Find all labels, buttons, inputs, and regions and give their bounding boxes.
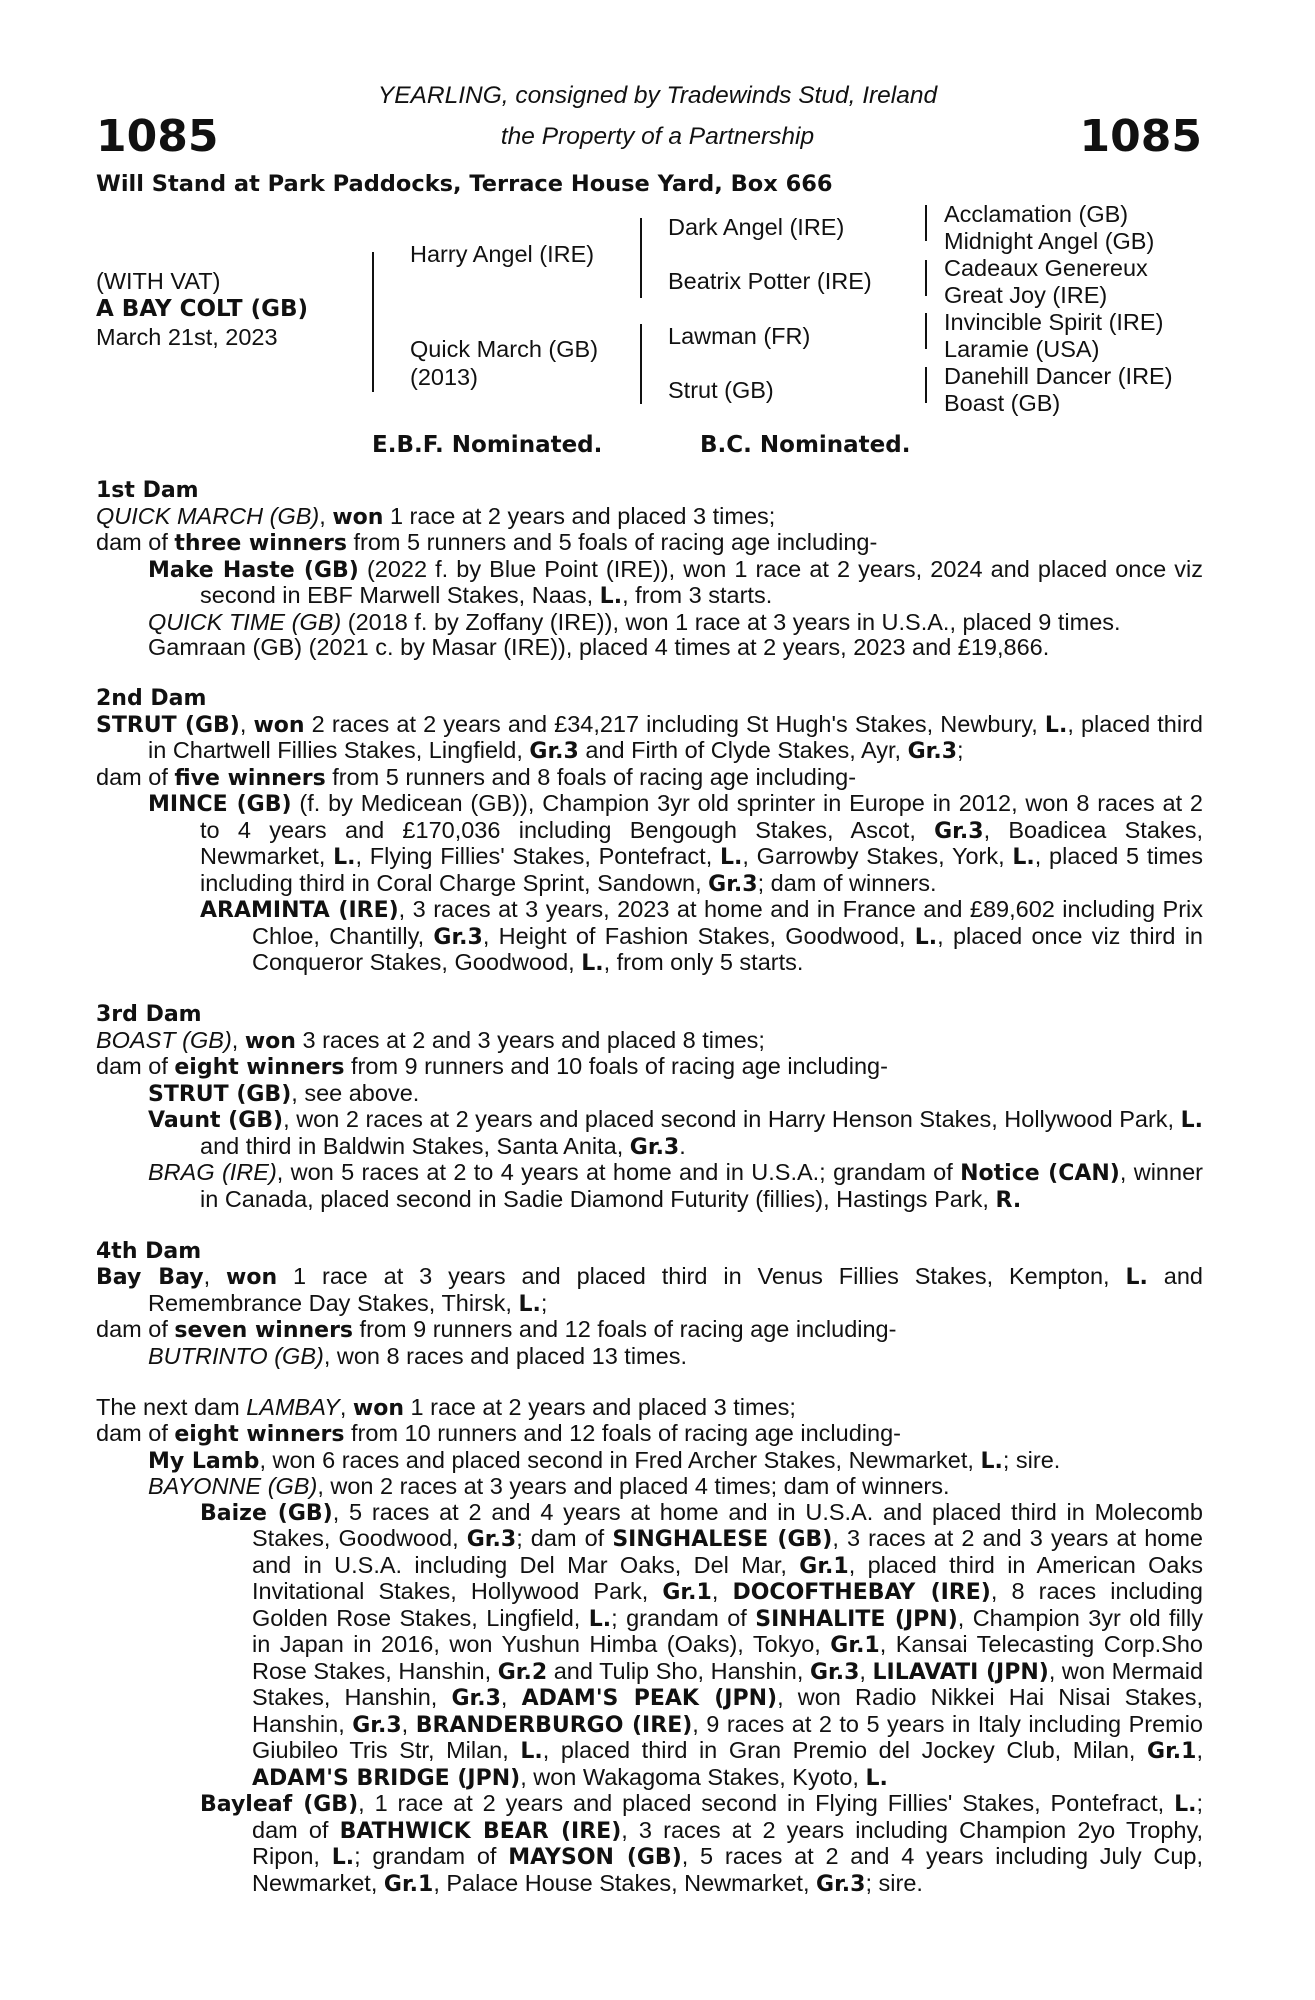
bold-text: Bayleaf (GB) <box>200 1792 359 1817</box>
bold-text: Gr.3 <box>708 871 758 897</box>
bold-text: BATHWICK BEAR (IRE) <box>339 1818 622 1844</box>
pedigree-entry <box>96 712 1203 765</box>
entry-text: dam of <box>96 763 175 790</box>
entry-text: , won 8 races and placed 13 times. <box>323 1342 687 1369</box>
entry-text: , won 6 races and placed second in Fred Archer Stakes, Newmarket, <box>259 1446 981 1473</box>
bold-text: won <box>352 1395 404 1421</box>
entry-text: ; sire. <box>1002 1446 1061 1473</box>
entry-text: , 3 races at 3 years, 2023 at home and in France and £89,602 including Prix Chloe, Chantilly, <box>252 896 1203 949</box>
entry-text: , from 3 starts. <box>622 582 773 608</box>
pedigree-entry <box>96 1395 1203 1422</box>
bold-text: Gr.1 <box>1147 1739 1197 1764</box>
pedigree-sire-sire: Dark Angel (IRE) <box>668 214 845 240</box>
entry-text: 1 race at 3 years and placed third in Venus Fillies Stakes, Kempton, <box>277 1263 1126 1289</box>
foaling-date: March 21st, 2023 <box>96 324 278 350</box>
entry-text: ; dam of <box>252 1790 1203 1843</box>
pedigree-sire-dam: Beatrix Potter (IRE) <box>668 268 872 294</box>
bold-text: five winners <box>174 765 326 791</box>
entry-text: , won Mermaid Stakes, Hanshin, <box>252 1657 1204 1710</box>
pedigree-entry <box>96 1448 1203 1475</box>
dam-section <box>96 1002 1203 1213</box>
bold-text: Bay Bay <box>96 1265 204 1290</box>
entry-text: , won 2 races at 2 years and placed second in Harry Henson Stakes, Hollywood Park, <box>283 1106 1181 1132</box>
pedigree-entry <box>96 1500 1203 1792</box>
pedigree-entry <box>96 530 1203 557</box>
dam-section <box>96 686 1203 977</box>
italic-text: QUICK TIME (GB) <box>148 608 342 635</box>
entry-text: , <box>859 1657 873 1684</box>
bold-text: L. <box>1174 1792 1197 1817</box>
entry-text: , see above. <box>291 1079 420 1106</box>
pedigree-g3-7: Danehill Dancer (IRE) <box>944 363 1173 389</box>
bold-text: won <box>332 504 384 530</box>
entry-text: , <box>711 1578 733 1604</box>
bold-text: ARAMINTA (IRE) <box>200 898 399 923</box>
entry-text: Gamraan (GB) (2021 c. by Masar (IRE)), placed 4 times at 2 years, 2023 and £19,866. <box>148 634 1050 660</box>
bold-text: R. <box>995 1187 1022 1213</box>
pedigree-entry <box>96 635 1203 661</box>
italic-text: QUICK MARCH (GB) <box>96 502 320 529</box>
entry-text: , 8 races including Golden Rose Stakes, Lingfield, <box>252 1578 1203 1631</box>
bold-text: My Lamb <box>148 1448 260 1474</box>
entry-text: , 5 races at 2 and 4 years at home and in U.S.A. and placed third in Molecomb Stakes, Goodwood, <box>252 1498 1204 1551</box>
bold-text: Gr.3 <box>529 739 579 764</box>
bold-text: Gr.3 <box>629 1134 680 1160</box>
bold-text: Baize (GB) <box>200 1500 333 1526</box>
bold-text: L. <box>1180 1108 1204 1133</box>
entry-text: from 5 runners and 8 foals of racing age including- <box>325 763 857 790</box>
dam-heading: 4th Dam <box>96 1238 202 1264</box>
produce-record <box>96 478 1203 1897</box>
entry-text: , placed third in Chartwell Fillies Stakes, Lingfield, <box>148 710 1203 763</box>
bold-text: won <box>253 712 305 738</box>
pedigree-g3-3: Cadeaux Genereux <box>944 255 1148 281</box>
entry-text: , <box>1196 1737 1203 1763</box>
bold-text: STRUT (GB) <box>96 712 240 738</box>
bold-text: L. <box>865 1765 888 1791</box>
pedigree-dam: Quick March (GB) <box>410 336 599 362</box>
entry-text: ; dam of <box>516 1525 613 1551</box>
entry-text: , <box>239 710 254 737</box>
bold-text: L. <box>980 1448 1003 1474</box>
lot-number-left: 1085 <box>96 111 219 162</box>
bold-text: MAYSON (GB) <box>508 1845 682 1870</box>
italic-text: BOAST (GB) <box>96 1026 232 1053</box>
pedigree-g3-8: Boast (GB) <box>944 390 1061 416</box>
pedigree-g3-5: Invincible Spirit (IRE) <box>944 309 1164 335</box>
pedigree-entry <box>96 897 1203 977</box>
bold-text: Gr.3 <box>352 1712 402 1738</box>
bold-text: Gr.1 <box>830 1633 880 1658</box>
pedigree-entry <box>96 1107 1203 1160</box>
pedigree-entry <box>96 1264 1203 1317</box>
bold-text: Gr.3 <box>934 818 984 844</box>
dam-section <box>96 1395 1203 1898</box>
pedigree-entry <box>96 1081 1203 1108</box>
bold-text: L. <box>720 845 743 870</box>
bold-text: won <box>226 1265 278 1290</box>
bold-text: Make Haste (GB) <box>148 557 359 583</box>
consignor-line: YEARLING, consigned by Tradewinds Stud, Ireland <box>377 82 938 109</box>
entry-text: , from only 5 starts. <box>603 949 804 975</box>
entry-text: , Palace House Stakes, Newmarket, <box>433 1869 817 1896</box>
bold-text: three winners <box>174 531 347 556</box>
bold-text: Gr.3 <box>451 1686 501 1711</box>
bold-text: SINHALITE (JPN) <box>755 1606 958 1632</box>
pedigree-brace-main <box>372 252 374 392</box>
bold-text: MINCE (GB) <box>148 792 292 817</box>
ebf-nomination: E.B.F. Nominated. <box>372 432 603 458</box>
pedigree-dam-sire: Lawman (FR) <box>668 323 811 349</box>
italic-text: BAYONNE (GB) <box>148 1473 318 1499</box>
entry-text: ; grandam of <box>354 1843 509 1869</box>
entry-text: and Remembrance Day Stakes, Thirsk, <box>148 1263 1204 1316</box>
pedigree-brace-g1 <box>925 205 927 241</box>
bold-text: L. <box>1125 1265 1148 1290</box>
bold-text: L. <box>1012 845 1035 870</box>
bold-text: L. <box>333 845 356 870</box>
italic-text: BRAG (IRE) <box>148 1159 277 1185</box>
entry-text: ; sire. <box>865 1869 923 1896</box>
bold-text: seven winners <box>174 1318 354 1343</box>
entry-text: ; <box>540 1289 548 1316</box>
bold-text: DOCOFTHEBAY (IRE) <box>732 1580 991 1605</box>
bold-text: Vaunt (GB) <box>148 1108 284 1133</box>
bc-nomination: B.C. Nominated. <box>700 432 911 458</box>
bold-text: Notice (CAN) <box>960 1161 1120 1186</box>
entry-text: , <box>319 502 333 529</box>
bold-text: ADAM'S PEAK (JPN) <box>521 1686 778 1711</box>
entry-text: and third in Baldwin Stakes, Santa Anita, <box>200 1132 630 1159</box>
pedigree-brace-g2 <box>925 260 927 296</box>
bold-text: Gr.3 <box>809 1659 860 1685</box>
pedigree-entry <box>96 504 1203 531</box>
entry-text: , 3 races at 2 and 3 years at home and in U.S.A. including Del Mar Oaks, Del Mar, <box>252 1525 1203 1578</box>
entry-text: and Firth of Clyde Stakes, Ayr, <box>578 737 908 763</box>
pedigree-g3-2: Midnight Angel (GB) <box>944 228 1155 254</box>
pedigree-dam-year: (2013) <box>410 364 478 390</box>
bold-text: L. <box>520 1739 543 1764</box>
pedigree-entry <box>96 1421 1203 1448</box>
pedigree-entry <box>96 1160 1203 1213</box>
entry-text: (f. by Medicean (GB)), Champion 3yr old sprinter in Europe in 2012, won 8 races at 2 to 4 years and £170,036 including Bengough Stakes, Ascot, <box>200 790 1204 843</box>
bold-text: BRANDERBURGO (IRE) <box>415 1712 693 1738</box>
bold-text: ADAM'S BRIDGE (JPN) <box>252 1765 521 1791</box>
dam-heading: 1st Dam <box>96 478 199 503</box>
entry-text: from 10 runners and 12 foals of racing age including- <box>344 1420 901 1446</box>
entry-text: , 9 races at 2 to 5 years in Italy including Premio Giubileo Tris Str, Milan, <box>252 1710 1203 1763</box>
entry-text: (2018 f. by Zoffany (IRE)), won 1 race at 3 years in U.S.A., placed 9 times. <box>341 608 1121 635</box>
pedigree-entry <box>96 557 1203 610</box>
horse-name: A BAY COLT (GB) <box>96 296 309 322</box>
entry-text: and Tulip Sho, Hanshin, <box>547 1657 810 1684</box>
entry-text: ; dam of winners. <box>757 869 937 896</box>
entry-text: dam of <box>96 1316 175 1342</box>
bold-text: LILAVATI (JPN) <box>872 1659 1049 1685</box>
entry-text: , won 2 races at 3 years and placed 4 times; dam of winners. <box>317 1473 950 1499</box>
entry-text: dam of <box>96 1420 175 1446</box>
pedigree-entry <box>96 765 1203 792</box>
bold-text: L. <box>914 924 938 950</box>
pedigree-entry <box>96 1791 1203 1897</box>
bold-text: L. <box>1044 712 1068 738</box>
bold-text: SINGHALESE (GB) <box>612 1527 833 1552</box>
bold-text: Gr.3 <box>466 1527 517 1552</box>
dam-section <box>96 478 1203 661</box>
entry-text: from 5 runners and 5 foals of racing age including- <box>346 529 878 555</box>
pedigree-g3-6: Laramie (USA) <box>944 336 1100 362</box>
entry-text: , <box>500 1684 522 1710</box>
bold-text: L. <box>588 1606 612 1632</box>
pedigree-brace-sire <box>640 218 642 298</box>
vat-note: (WITH VAT) <box>96 268 221 294</box>
bold-text: Gr.1 <box>383 1871 434 1897</box>
entry-text: , 1 race at 2 years and placed second in Flying Fillies' Stakes, Pontefract, <box>358 1790 1175 1816</box>
entry-text: The next dam <box>96 1393 247 1420</box>
italic-text: BUTRINTO (GB) <box>148 1342 324 1369</box>
entry-text: dam of <box>96 529 175 555</box>
bold-text: Gr.3 <box>907 739 957 764</box>
bold-text: L. <box>599 584 623 609</box>
dam-section <box>96 1239 1203 1370</box>
entry-text: , placed 5 times including third in Coral Charge Sprint, Sandown, <box>200 843 1203 896</box>
entry-text: , Garrowby Stakes, York, <box>742 843 1013 869</box>
pedigree-entry <box>96 1474 1203 1500</box>
entry-text: , 5 races at 2 and 4 years including July Cup, Newmarket, <box>252 1843 1203 1896</box>
entry-text: dam of <box>96 1053 175 1079</box>
bold-text: L. <box>518 1291 541 1317</box>
pedigree-brace-dam <box>640 324 642 404</box>
bold-text: won <box>244 1028 296 1054</box>
entry-text: 2 races at 2 years and £34,217 including St Hugh's Stakes, Newbury, <box>304 710 1045 737</box>
entry-text: , Boadicea Stakes, Newmarket, <box>200 816 1204 869</box>
entry-text: , won Radio Nikkei Hai Nisai Stakes, Hanshin, <box>252 1684 1203 1737</box>
pedigree-brace-g3 <box>925 313 927 349</box>
entry-text: ; grandam of <box>611 1604 756 1631</box>
bold-text: Gr.3 <box>816 1871 866 1897</box>
entry-text: , <box>231 1026 245 1053</box>
bold-text: L. <box>581 951 604 976</box>
pedigree-g3-4: Great Joy (IRE) <box>944 282 1108 308</box>
entry-text: , Height of Fashion Stakes, Goodwood, <box>482 922 915 949</box>
entry-text: , won 5 races at 2 to 4 years at home and in U.S.A.; grandam of <box>276 1159 961 1185</box>
entry-text: from 9 runners and 12 foals of racing age including- <box>353 1316 897 1342</box>
pedigree-sire: Harry Angel (IRE) <box>410 241 595 267</box>
pedigree-brace-g4 <box>925 367 927 403</box>
italic-text: LAMBAY <box>246 1393 340 1420</box>
entry-text: , Kansai Telecasting Corp.Sho Rose Stakes, Hanshin, <box>252 1631 1203 1684</box>
entry-text: , winner in Canada, placed second in Sadie Diamond Futurity (fillies), Hastings Park, <box>200 1159 1203 1212</box>
entry-text: from 9 runners and 10 foals of racing age including- <box>344 1053 888 1079</box>
entry-text: ; <box>957 737 964 763</box>
dam-heading: 3rd Dam <box>96 1002 202 1027</box>
bold-text: Gr.1 <box>799 1553 849 1579</box>
entry-text: , <box>401 1710 416 1737</box>
entry-text: 3 races at 2 and 3 years and placed 8 times; <box>295 1026 765 1053</box>
entry-text: , <box>339 1393 353 1420</box>
pedigree-entry <box>96 1317 1203 1344</box>
pedigree-entry <box>96 1028 1203 1055</box>
bold-text: eight winners <box>174 1422 345 1447</box>
bold-text: Gr.3 <box>433 924 483 950</box>
pedigree-entry <box>96 610 1203 636</box>
lot-number-right: 1085 <box>1079 111 1202 162</box>
pedigree-entry <box>96 1344 1203 1370</box>
entry-text: 1 race at 2 years and placed 3 times; <box>404 1393 796 1420</box>
bold-text: Gr.2 <box>497 1659 548 1685</box>
pedigree-dam-dam: Strut (GB) <box>668 377 774 403</box>
entry-text: , placed once viz third in Conqueror Stakes, Goodwood, <box>252 922 1203 975</box>
bold-text: L. <box>331 1845 355 1870</box>
entry-text: , 3 races at 2 years including Champion 2yo Trophy, Ripon, <box>252 1816 1204 1869</box>
entry-text: , won Wakagoma Stakes, Kyoto, <box>520 1763 866 1790</box>
pedigree-entry <box>96 791 1203 897</box>
dam-heading: 2nd Dam <box>96 686 207 711</box>
stand-location: Will Stand at Park Paddocks, Terrace House Yard, Box 666 <box>96 171 833 197</box>
bold-text: Gr.1 <box>662 1580 712 1605</box>
bold-text: eight winners <box>174 1055 345 1080</box>
entry-text: 1 race at 2 years and placed 3 times; <box>383 502 776 529</box>
entry-text: , placed third in American Oaks Invitational Stakes, Hollywood Park, <box>252 1551 1203 1604</box>
pedigree-entry <box>96 1054 1203 1081</box>
entry-text: (2022 f. by Blue Point (IRE)), won 1 race at 2 years, 2024 and placed once viz second in EBF Marwell Stakes, Naas, <box>200 555 1203 608</box>
property-line: the Property of a Partnership <box>500 123 815 150</box>
entry-text: . <box>679 1132 686 1159</box>
entry-text: , Champion 3yr old filly in Japan in 2016, won Yushun Himba (Oaks), Tokyo, <box>252 1604 1203 1657</box>
entry-text: , <box>203 1263 227 1289</box>
pedigree-g3-1: Acclamation (GB) <box>944 201 1129 227</box>
bold-text: STRUT (GB) <box>148 1081 292 1107</box>
entry-text: , Flying Fillies' Stakes, Pontefract, <box>355 843 720 869</box>
entry-text: , placed third in Gran Premio del Jockey Club, Milan, <box>542 1737 1148 1763</box>
